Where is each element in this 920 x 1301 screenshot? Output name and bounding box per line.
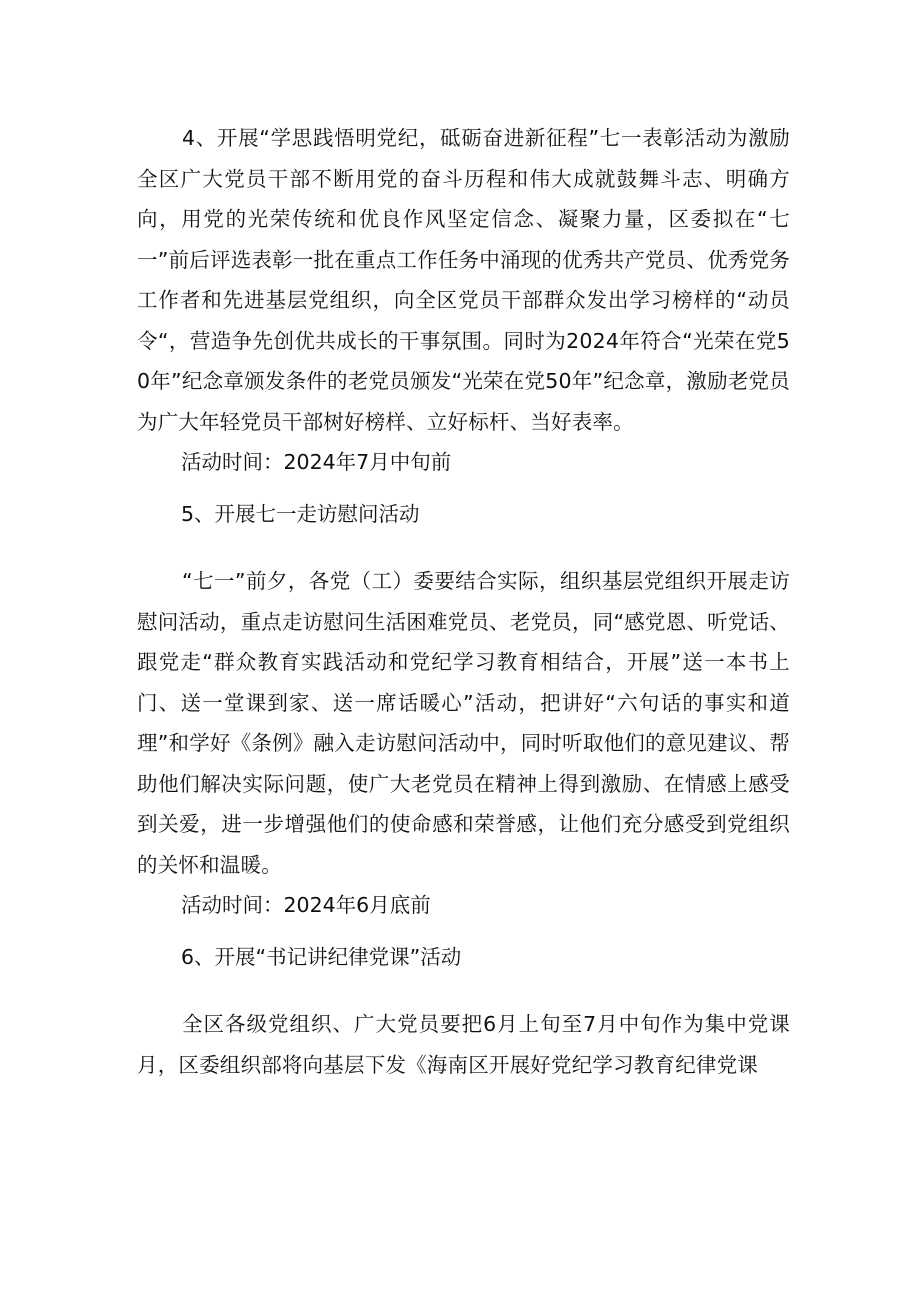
item6-paragraph: 全区各级党组织、广大党员要把6月上旬至7月中旬作为集中党课月，区委组织部将向基层下发《海南区开展好党纪学习教育纪律党课 [137, 1012, 790, 1077]
spacer [137, 977, 790, 1004]
spacer [137, 534, 790, 561]
item5-paragraph: “七一”前夕，各党（工）委要结合实际，组织基层党组织开展走访慰问活动，重点走访慰问生活困难党员、老党员，同“感党恩、听党话、跟党走“群众教育实践活动和党纪学习教育相结合，开展”送一本书上门、送一堂课到家、送一席话暖心”活动，把讲好“六句话的事实和道理”和学好《条例》融入走访慰问活动中，同时听取他们的意见建议、帮助他们解决实际问题，使广大老党员在精神上得到激励、在情感上感受到关爱，进一步增强他们的使命感和荣誉感，让他们充分感受到党组织的关怀和温暖。 [137, 569, 790, 877]
spacer [137, 483, 790, 494]
item5-activity-time: 活动时间：2024年6月底前 [181, 893, 431, 917]
item4-activity-time: 活动时间：2024年7月中旬前 [181, 450, 452, 474]
spacer [137, 926, 790, 937]
item4-paragraph: 4、开展“学思践悟明党纪，砥砺奋进新征程”七一表彰活动为激励全区广大党员干部不断用党的奋斗历程和伟大成就鼓舞斗志、明确方向，用党的光荣传统和优良作风坚定信念、凝聚力量，区委拟在“七一”前后评选表彰一批在重点工作任务中涌现的优秀共产党员、优秀党务工作者和先进基层党组织，向全区党员干部群众发出学习榜样的“动员令“，营造争先创优共成长的干事氛围。同时为2024年符合“光荣在党50年”纪念章颁发条件的老党员颁发“光荣在党50年”纪念章，激励老党员为广大年轻党员干部树好榜样、立好标杆、当好表率。 [137, 126, 790, 434]
item6-heading: 6、开展“书记讲纪律党课”活动 [181, 944, 462, 969]
item5-heading: 5、开展七一走访慰问活动 [181, 501, 420, 526]
